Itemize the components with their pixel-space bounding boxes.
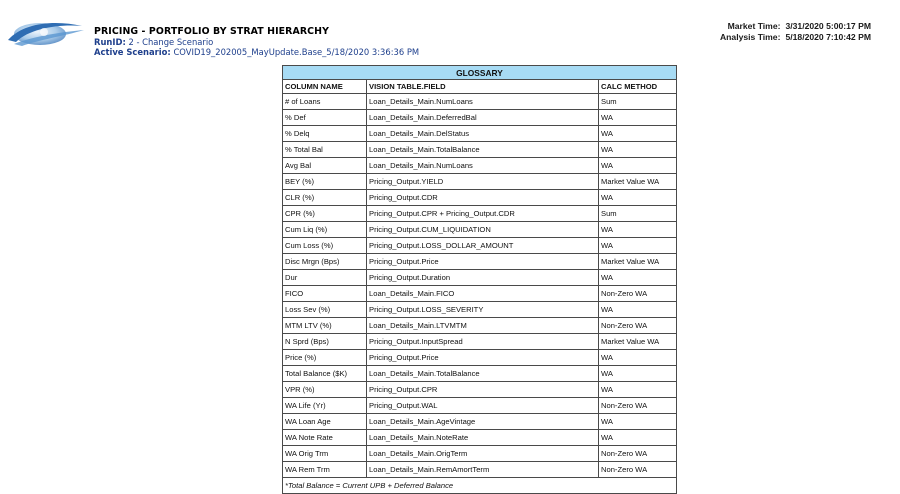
run-id-label: RunID: [94,37,126,47]
calc-method-cell: Sum [599,94,677,110]
table-row [283,158,677,174]
calc-method-cell: WA [599,366,677,382]
column-name-cell: Disc Mrgn (Bps) [283,254,367,270]
column-header: CALC METHOD [599,80,677,94]
vision-field-cell: Loan_Details_Main.RemAmortTerm [367,462,599,478]
table-row [283,286,677,302]
table-row [283,398,677,414]
calc-method-cell: Market Value WA [599,174,677,190]
table-row [283,110,677,126]
calc-method-cell: WA [599,238,677,254]
calc-method-cell: Non-Zero WA [599,398,677,414]
table-row [283,302,677,318]
column-name-cell: WA Life (Yr) [283,398,367,414]
vision-field-cell: Loan_Details_Main.NumLoans [367,158,599,174]
run-id-line [94,37,419,47]
glossary-footnote: *Total Balance = Current UPB + Deferred Balance [283,478,677,494]
column-name-cell: Avg Bal [283,158,367,174]
column-name-cell: Price (%) [283,350,367,366]
calc-method-cell: WA [599,158,677,174]
report-title: PRICING - PORTFOLIO BY STRAT HIERARCHY [94,26,329,37]
column-name-cell: % Def [283,110,367,126]
glossary-title: GLOSSARY [283,66,677,80]
table-row [283,430,677,446]
vision-field-cell: Pricing_Output.CUM_LIQUIDATION [367,222,599,238]
table-row [283,334,677,350]
table-row [283,414,677,430]
calc-method-cell: Non-Zero WA [599,462,677,478]
vision-field-cell: Loan_Details_Main.NumLoans [367,94,599,110]
vision-field-cell: Pricing_Output.InputSpread [367,334,599,350]
vision-field-cell: Loan_Details_Main.DeferredBal [367,110,599,126]
table-row [283,318,677,334]
vision-field-cell: Loan_Details_Main.DelStatus [367,126,599,142]
calc-method-cell: WA [599,126,677,142]
active-scenario-label: Active Scenario: [94,47,171,57]
vision-field-cell: Pricing_Output.CPR [367,382,599,398]
company-logo [4,18,86,48]
vision-field-cell: Pricing_Output.Price [367,350,599,366]
column-name-cell: VPR (%) [283,382,367,398]
calc-method-cell: Non-Zero WA [599,318,677,334]
vision-field-cell: Loan_Details_Main.AgeVintage [367,414,599,430]
table-row [283,94,677,110]
column-name-cell: WA Rem Trm [283,462,367,478]
vision-field-cell: Pricing_Output.Duration [367,270,599,286]
time-info [720,21,871,43]
report-header [94,26,419,57]
column-name-cell: % Delq [283,126,367,142]
vision-field-cell: Loan_Details_Main.FICO [367,286,599,302]
table-row [283,270,677,286]
column-name-cell: FICO [283,286,367,302]
table-row [283,190,677,206]
vision-field-cell: Pricing_Output.WAL [367,398,599,414]
vision-field-cell: Pricing_Output.CPR + Pricing_Output.CDR [367,206,599,222]
vision-field-cell: Loan_Details_Main.TotalBalance [367,366,599,382]
glossary-table [282,65,677,494]
calc-method-cell: WA [599,430,677,446]
column-name-cell: Cum Liq (%) [283,222,367,238]
calc-method-cell: WA [599,414,677,430]
column-name-cell: Loss Sev (%) [283,302,367,318]
vision-field-cell: Loan_Details_Main.OrigTerm [367,446,599,462]
market-time-label: Market Time: [727,21,781,31]
column-name-cell: CLR (%) [283,190,367,206]
calc-method-cell: WA [599,382,677,398]
table-row [283,174,677,190]
column-name-cell: % Total Bal [283,142,367,158]
column-name-cell: WA Note Rate [283,430,367,446]
vision-field-cell: Loan_Details_Main.LTVMTM [367,318,599,334]
calc-method-cell: WA [599,142,677,158]
calc-method-cell: WA [599,110,677,126]
vision-field-cell: Pricing_Output.LOSS_DOLLAR_AMOUNT [367,238,599,254]
active-scenario-line [94,47,419,57]
table-row [283,222,677,238]
column-name-cell: # of Loans [283,94,367,110]
table-row [283,206,677,222]
table-row [283,446,677,462]
vision-field-cell: Loan_Details_Main.TotalBalance [367,142,599,158]
vision-field-cell: Pricing_Output.YIELD [367,174,599,190]
table-row [283,126,677,142]
table-row [283,382,677,398]
market-time-row [720,21,871,32]
column-name-cell: Total Balance ($K) [283,366,367,382]
column-name-cell: WA Orig Trm [283,446,367,462]
table-row [283,254,677,270]
column-name-cell: Dur [283,270,367,286]
column-name-cell: MTM LTV (%) [283,318,367,334]
calc-method-cell: WA [599,350,677,366]
table-row [283,142,677,158]
calc-method-cell: WA [599,302,677,318]
vision-field-cell: Pricing_Output.CDR [367,190,599,206]
calc-method-cell: WA [599,190,677,206]
column-name-cell: WA Loan Age [283,414,367,430]
run-id-value: 2 - Change Scenario [128,37,214,47]
analysis-time-value: 5/18/2020 7:10:42 PM [785,32,871,42]
column-name-cell: Cum Loss (%) [283,238,367,254]
analysis-time-row [720,32,871,43]
column-name-cell: N Sprd (Bps) [283,334,367,350]
vision-field-cell: Loan_Details_Main.NoteRate [367,430,599,446]
table-row [283,462,677,478]
market-time-value: 3/31/2020 5:00:17 PM [785,21,871,31]
calc-method-cell: Market Value WA [599,254,677,270]
vision-field-cell: Pricing_Output.LOSS_SEVERITY [367,302,599,318]
column-header: COLUMN NAME [283,80,367,94]
calc-method-cell: Sum [599,206,677,222]
calc-method-cell: WA [599,270,677,286]
calc-method-cell: Market Value WA [599,334,677,350]
calc-method-cell: WA [599,222,677,238]
table-row [283,350,677,366]
calc-method-cell: Non-Zero WA [599,286,677,302]
calc-method-cell: Non-Zero WA [599,446,677,462]
vision-field-cell: Pricing_Output.Price [367,254,599,270]
column-name-cell: CPR (%) [283,206,367,222]
table-row [283,238,677,254]
active-scenario-value: COVID19_202005_MayUpdate.Base_5/18/2020 3:36:36 PM [173,47,420,57]
column-header: VISION TABLE.FIELD [367,80,599,94]
column-name-cell: BEY (%) [283,174,367,190]
analysis-time-label: Analysis Time: [719,32,781,42]
table-row [283,366,677,382]
